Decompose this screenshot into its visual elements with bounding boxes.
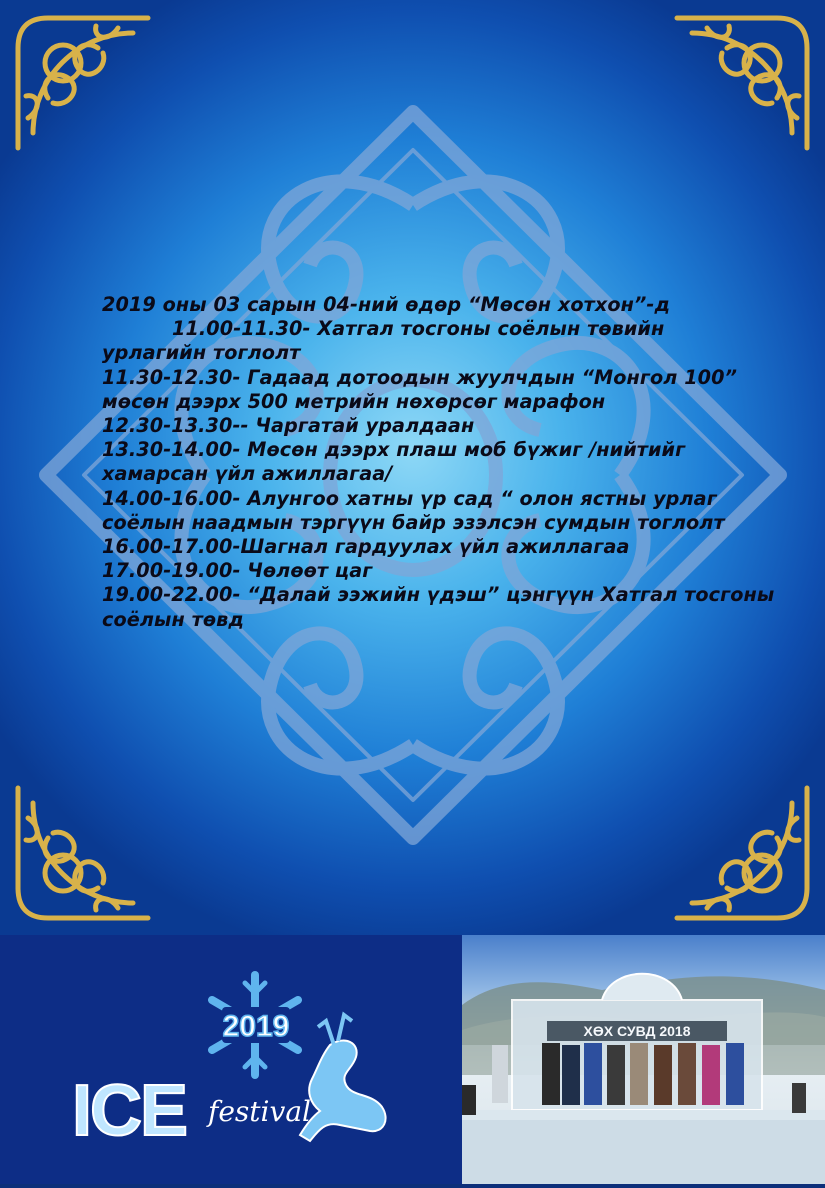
schedule-line: 17.00-19.00- Чөлөөт цаг xyxy=(102,559,373,583)
schedule-line: соёлын наадмын тэргүүн байр эзэлсэн сумдын тоглолт xyxy=(102,510,725,534)
schedule-line: 11.30-12.30- Гадаад дотоодын жуулчдын “Монгол 100” xyxy=(102,365,738,389)
schedule-line: 12.30-13.30-- Чаргатай уралдаан xyxy=(102,414,475,438)
event-schedule xyxy=(102,293,802,632)
gold-filigree-ornament-icon xyxy=(8,8,158,158)
schedule-heading: 2019 оны 03 сарын 04-ний өдөр “Мөсөн хотхон”-д xyxy=(102,293,671,316)
deer-icon xyxy=(300,1015,386,1141)
logo-word-ice: ICE xyxy=(72,1071,187,1151)
schedule-line: мөсөн дээрх 500 метрийн нөхөрсөг марафон xyxy=(102,389,606,413)
gold-filigree-ornament-icon xyxy=(667,8,817,158)
schedule-line: хамарсан үйл ажиллагаа/ xyxy=(102,462,393,486)
schedule-line: 11.00-11.30- Хатгал тосгоны соёлын төвийн xyxy=(172,317,665,341)
photo-graphic xyxy=(462,935,825,1184)
schedule-line: урлагийн тоглолт xyxy=(102,341,301,365)
ice-festival-logo xyxy=(0,935,462,1184)
logo-year: 2019 xyxy=(222,1010,290,1043)
gold-filigree-ornament-icon xyxy=(667,778,817,928)
footer-banner xyxy=(0,935,825,1184)
schedule-line: 19.00-22.00- “Далай ээжийн үдэш” цэнгүүн Хатгал тосгоны xyxy=(102,583,775,607)
schedule-line: соёлын төвд xyxy=(102,607,244,631)
photo-sign-text: ХӨХ СУВД 2018 xyxy=(583,1023,691,1039)
schedule-line: 13.30-14.00- Мөсөн дээрх плаш моб бүжиг /нийтийг xyxy=(102,438,686,462)
ice-festival-photo xyxy=(462,935,825,1184)
schedule-line: 16.00-17.00-Шагнал гардуулах үйл ажиллагаа xyxy=(102,535,630,559)
logo-word-festival: festival xyxy=(208,1095,311,1128)
schedule-line: 14.00-16.00- Алунгоо хатны үр сад “ олон ястны урлаг xyxy=(102,486,717,510)
ice-festival-logo-graphic xyxy=(0,935,462,1184)
gold-filigree-ornament-icon xyxy=(8,778,158,928)
